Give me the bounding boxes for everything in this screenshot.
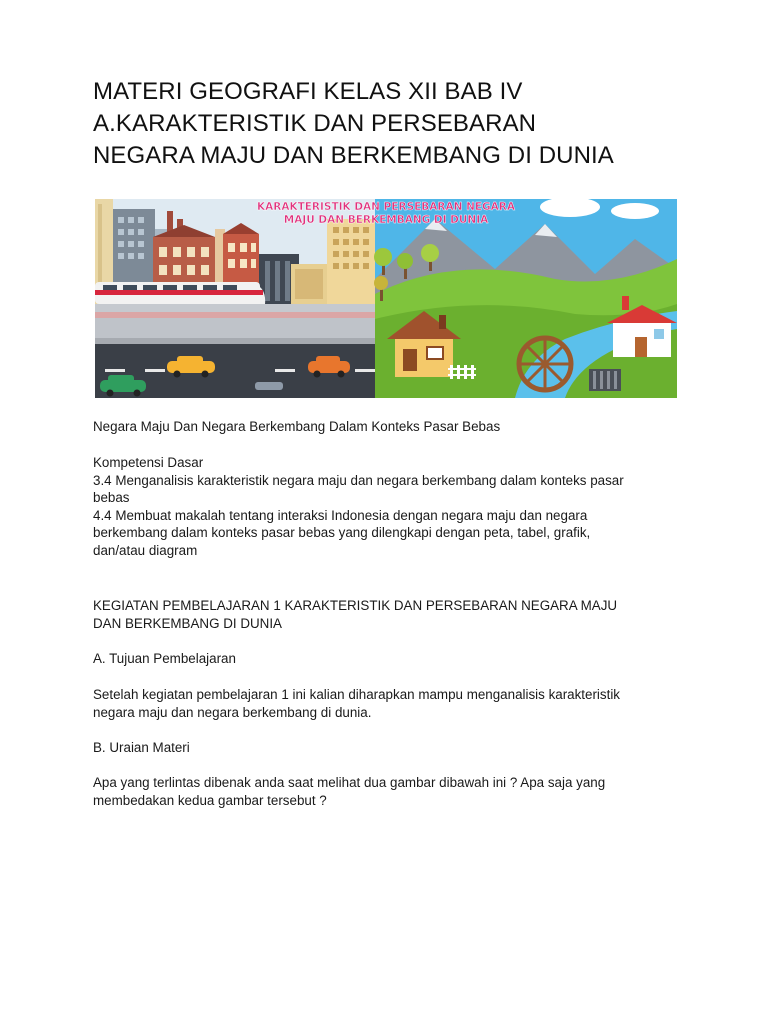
kegiatan-heading	[93, 597, 683, 632]
tujuan-line: Setelah kegiatan pembelajaran 1 ini kalian diharapkan mampu menganalisis karakteristik	[93, 687, 620, 702]
kompetensi-dasar-section	[93, 454, 683, 559]
uraian-heading: B. Uraian Materi	[93, 740, 190, 755]
kd-item-4-4-line: dan/atau diagram	[93, 542, 198, 558]
subtitle: Negara Maju Dan Negara Berkembang Dalam Konteks Pasar Bebas	[93, 419, 501, 434]
banner-caption-line1: KARAKTERISTIK DAN PERSEBARAN NEGARA	[256, 201, 516, 213]
title-line: MATERI GEOGRAFI KELAS XII BAB IV	[93, 78, 523, 105]
title-line: A.KARAKTERISTIK DAN PERSEBARAN	[93, 110, 537, 137]
kd-item-3-4-line: bebas	[93, 490, 130, 505]
kd-item-4-4-line: berkembang dalam konteks pasar bebas yang dilengkapi dengan peta, tabel, grafik,	[93, 525, 591, 540]
tujuan-heading: A. Tujuan Pembelajaran	[93, 651, 236, 666]
kegiatan-line: KEGIATAN PEMBELAJARAN 1 KARAKTERISTIK DAN PERSEBARAN NEGARA MAJU	[93, 598, 618, 613]
uraian-line: Apa yang terlintas dibenak anda saat melihat dua gambar dibawah ini ? Apa saja yang	[93, 775, 606, 790]
tujuan-line: negara maju dan negara berkembang di dunia.	[93, 704, 372, 720]
kd-heading: Kompetensi Dasar	[93, 455, 204, 470]
document-title	[93, 76, 713, 172]
banner-caption-line2: MAJU DAN BERKEMBANG DI DUNIA	[283, 214, 489, 226]
title-line: NEGARA MAJU DAN BERKEMBANG DI DUNIA	[93, 142, 614, 169]
kegiatan-line: DAN BERKEMBANG DI DUNIA	[93, 615, 282, 631]
kd-item-4-4-line: 4.4 Membuat makalah tentang interaksi Indonesia dengan negara maju dan negara	[93, 507, 588, 523]
tujuan-paragraph	[93, 686, 683, 721]
banner-illustration	[95, 199, 677, 398]
kd-item-3-4-line: 3.4 Menganalisis karakteristik negara maju dan negara berkembang dalam konteks pasar	[93, 472, 624, 488]
uraian-paragraph	[93, 774, 683, 809]
uraian-line: membedakan kedua gambar tersebut ?	[93, 792, 327, 808]
